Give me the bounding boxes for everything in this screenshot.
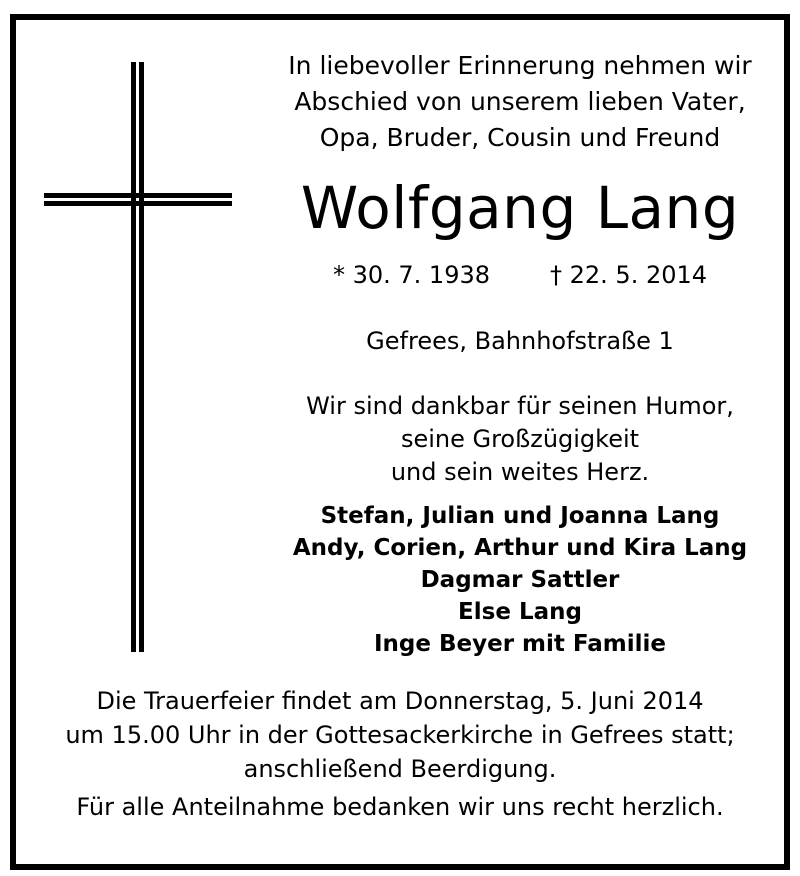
mourner: Else Lang [458, 599, 582, 625]
ceremony-line: um 15.00 Uhr in der Gottesackerkirche in Gefrees statt; [65, 721, 735, 749]
residence: Gefrees, Bahnhofstraße 1 [366, 327, 674, 355]
thanks-line: und sein weites Herz. [390, 458, 650, 486]
deceased-name: Wolfgang Lang [300, 174, 740, 242]
death-date: † 22. 5. 2014 [550, 261, 708, 289]
mourner: Inge Beyer mit Familie [373, 631, 667, 657]
thanks-line: seine Großzügigkeit [400, 425, 640, 453]
closing-text: Für alle Anteilnahme bedanken wir uns recht herzlich. [76, 793, 724, 821]
intro-line: Opa, Bruder, Cousin und Freund [319, 123, 721, 152]
ceremony-text [20, 684, 780, 786]
life-dates [270, 258, 770, 292]
birth-date: * 30. 7. 1938 [332, 261, 490, 289]
thanks-line: Wir sind dankbar für seinen Humor, [306, 392, 734, 420]
ceremony-line: anschließend Beerdigung. [243, 755, 557, 783]
thanks-text [270, 390, 770, 489]
mourner: Dagmar Sattler [420, 567, 620, 593]
ceremony-line: Die Trauerfeier findet am Donnerstag, 5. Juni 2014 [96, 687, 704, 715]
intro-text [270, 48, 770, 156]
mourner: Stefan, Julian und Joanna Lang [320, 503, 720, 529]
intro-line: Abschied von unserem lieben Vater, [294, 87, 746, 116]
mourner: Andy, Corien, Arthur und Kira Lang [292, 535, 748, 561]
mourners-list [270, 500, 770, 660]
intro-line: In liebevoller Erinnerung nehmen wir [288, 51, 752, 80]
